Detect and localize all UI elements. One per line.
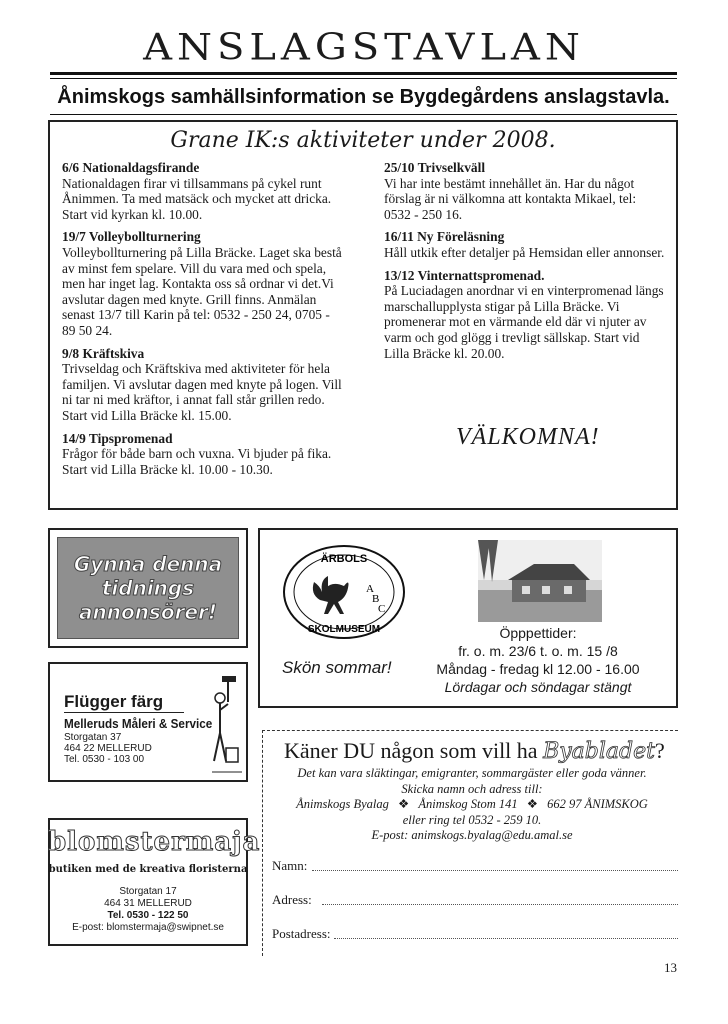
field-address-label: Adress:: [272, 892, 312, 907]
coupon-line: E-post: animskogs.byalag@edu.amal.se: [371, 828, 573, 842]
event: [62, 346, 344, 424]
event-heading: 25/10 Trivselkväll: [384, 160, 486, 175]
bullet-icon: ❖: [398, 797, 410, 811]
hours-dates: fr. o. m. 23/6 t. o. m. 15 /8: [458, 643, 618, 659]
hours-weekdays: Måndag - fredag kl 12.00 - 16.00: [436, 661, 640, 677]
postal-input[interactable]: [334, 938, 678, 939]
event: [62, 229, 344, 338]
event: [384, 229, 666, 260]
page-number: 13: [664, 960, 677, 975]
coupon-border-top: [262, 730, 678, 731]
blomstermaja-address: [48, 886, 248, 934]
museum-logo-letter: B: [372, 593, 380, 605]
address-input[interactable]: [322, 904, 678, 905]
masthead-title: ANSLAGSTAVLAN: [143, 27, 585, 69]
byabladet-brand: Byabladet: [543, 739, 655, 764]
gynna-ad-text: Gynna denna tidnings annonsörer!: [73, 552, 223, 624]
event-text: Trivseldag och Kräftskiva med aktiviteter för hela familjen. Vi avslutar dagen med knyte på logen. Vill ni tar ni med kräftor, i annat fall står grillen redo. Start vid Lilla Bräcke kl. 15.00.: [62, 361, 342, 423]
rooster-icon: [313, 576, 349, 614]
activity-column-right: [384, 160, 666, 368]
event-heading: 14/9 Tipspromenad: [62, 430, 173, 446]
painter-icon: [204, 672, 244, 778]
blomstermaja-postal: 464 31 MELLERUD: [104, 898, 192, 909]
flugger-brand: Flügger färg: [64, 692, 164, 711]
flugger-business: Melleruds Måleri & Service: [64, 716, 213, 731]
hours-weekend: Lördagar och söndagar stängt: [444, 679, 632, 695]
activity-title: Grane IK:s aktiviteter under 2008.: [170, 128, 556, 153]
coupon-line: eller ring tel 0532 - 259 10.: [402, 812, 542, 827]
coupon-question-text: Käner DU någon som vill ha: [284, 738, 544, 763]
flugger-phone: Tel. 0530 - 103 00: [64, 754, 145, 765]
hours-title: Öpppettider:: [499, 625, 577, 641]
event-heading: 16/11 Ny Föreläsning: [384, 229, 505, 245]
coupon-recipient: Ånimskogs Byalag: [296, 797, 389, 811]
event-text: Nationaldagen firar vi tillsammans på cykel runt Ånimmen. Ta med matsäck och mycket att dricka. Start vid kyrkan kl. 10.00.: [62, 175, 332, 222]
museum-logo-letter: C: [378, 603, 386, 615]
activity-column-left: [62, 160, 344, 484]
event-heading: 6/6 Nationaldagsfirande: [62, 160, 200, 175]
flugger-address: [64, 732, 152, 765]
event-text: Håll utkik efter detaljer på Hemsidan eller annonser.: [384, 244, 665, 260]
coupon-street: Ånimskog Stom 141: [418, 797, 518, 811]
bullet-icon: ❖: [526, 797, 538, 811]
museum-hours: [418, 624, 658, 696]
subtitle-rule: [50, 114, 677, 115]
coupon-border-left: [262, 730, 263, 956]
name-input[interactable]: [312, 870, 678, 871]
coupon-body: [272, 766, 672, 844]
blomstermaja-name: blomstermaja: [48, 827, 261, 857]
event: [384, 268, 666, 362]
event: [62, 431, 344, 478]
coupon-postal: 662 97 ÅNIMSKOG: [547, 797, 648, 811]
event: [62, 160, 344, 222]
flugger-postal: 464 22 MELLERUD: [64, 743, 152, 754]
welcome-text: VÄLKOMNA!: [456, 424, 600, 450]
masthead-rule-thin: [50, 78, 677, 79]
event-text: Frågor för både barn och vuxna. Vi bjuder på fika. Start vid Lilla Bräcke kl. 10.00 - 10.30.: [62, 446, 332, 477]
field-name-label: Namn:: [272, 858, 308, 873]
gynna-ad: [57, 537, 239, 639]
event: [384, 160, 666, 222]
blomstermaja-phone: Tel. 0530 - 122 50: [107, 910, 189, 921]
event-text: På Luciadagen anordnar vi en vinterpromenad längs marschallupplysta stigar på Lilla Bräcke. Vi promenerar mot en värmande eld där vi njuter av varm och god glögg i trevligt sällskap. Start vid Lilla Bräcke kl. 20.00.: [384, 283, 664, 361]
coupon-question-mark: ?: [654, 738, 665, 763]
blomstermaja-street: Storgatan 17: [119, 886, 177, 897]
event-heading: 19/7 Volleybollturnering: [62, 229, 201, 245]
coupon-line: Det kan vara släktingar, emigranter, sommargäster eller goda vänner.: [297, 766, 647, 780]
event-text: Vi har inte bestämt innehållet än. Har du något förslag är ni välkomna att kontakta Mikael, tel: 0532 - 250 16.: [384, 175, 637, 222]
flugger-divider: [64, 712, 184, 713]
coupon-line: Skicka namn och adress till:: [401, 781, 543, 796]
event-heading: 13/12 Vinternattspromenad.: [384, 267, 545, 283]
blomstermaja-tagline: butiken med de kreativa floristerna: [48, 864, 248, 875]
masthead-rule-thick: [50, 72, 677, 75]
coupon-question: [284, 738, 665, 764]
museum-logo-letter: A: [366, 583, 374, 595]
museum-logo-top: ÄRBOLS: [320, 553, 368, 565]
event-heading: 9/8 Kräftskiva: [62, 345, 145, 361]
museum-photo: [478, 540, 602, 622]
blomstermaja-email: E-post: blomstermaja@swipnet.se: [72, 922, 224, 933]
museum-greeting: Skön sommar!: [282, 658, 392, 677]
flugger-street: Storgatan 37: [64, 732, 122, 743]
field-postal-label: Postadress:: [272, 926, 331, 941]
museum-logo-bottom: SKOLMUSEUM: [307, 624, 381, 635]
museum-logo: [280, 540, 408, 644]
event-text: Volleybollturnering på Lilla Bräcke. Laget ska bestå av minst fem spelare. Vill du vara med och spela, men har inget lag. Kontakta oss så ordnar vi det.Vi avslutar dagen med knyte. Grill finns. Anmälan senast 13/7 till Karin på tel: 0532 - 250 24, 0705 - 89 50 24.: [62, 244, 342, 338]
coupon-address-line: [272, 797, 672, 813]
subtitle: Ånimskogs samhällsinformation se Bygdegårdens anslagstavla.: [57, 86, 670, 108]
